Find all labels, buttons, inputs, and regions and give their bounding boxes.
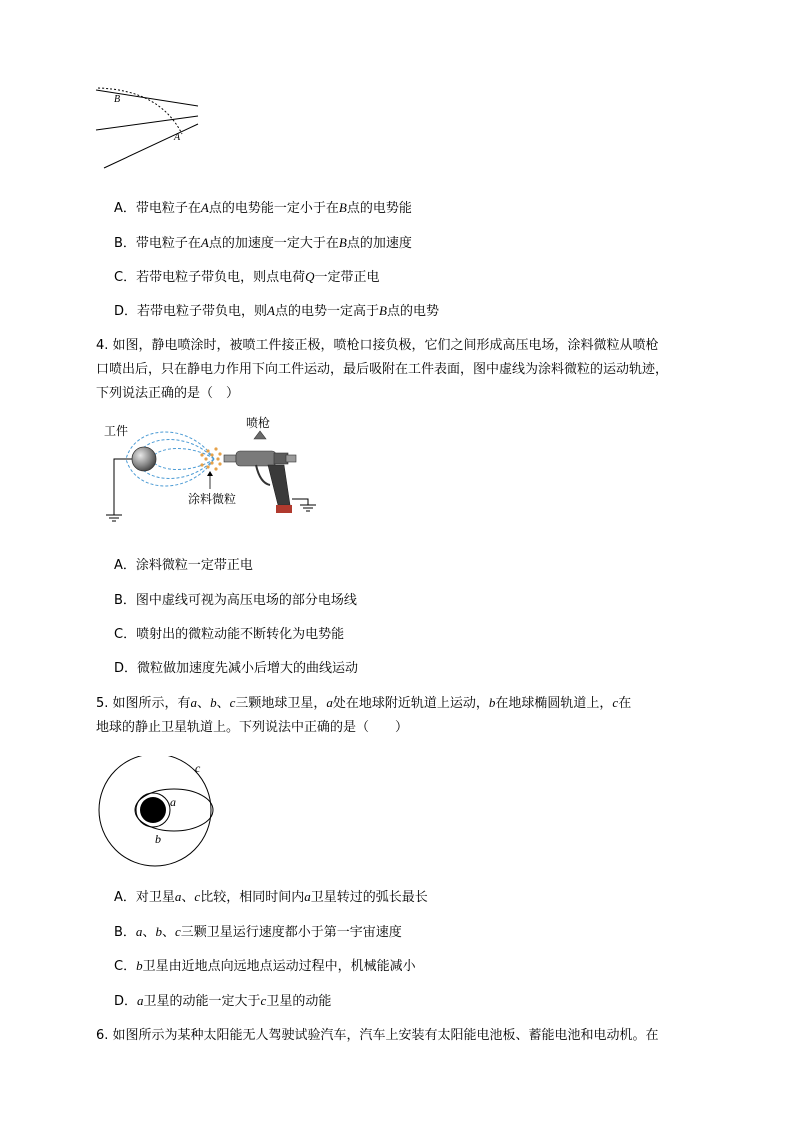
- q5-stem-text2: 三颗地球卫星，: [235, 696, 327, 711]
- q5-option-a-sym3: a: [304, 889, 311, 904]
- q5-option-d-sym2: c: [260, 993, 267, 1008]
- q5-option-a-sym2: c: [194, 889, 201, 904]
- spray-gun-label: 喷枪: [246, 416, 271, 430]
- q4-option-a: A．涂料微粒一定带正电: [114, 558, 253, 573]
- q5-option-c: [114, 955, 416, 974]
- paint-particles-label: 涂料微粒: [188, 492, 237, 506]
- q5-option-a-sym1: a: [174, 889, 182, 904]
- q3-option-b-symbol1: A: [200, 235, 209, 250]
- q5-option-c-text1: C．: [114, 959, 137, 974]
- point-B-label: B: [114, 94, 121, 105]
- q5-option-d-text2: 卫星的动能一定大于: [143, 994, 261, 1009]
- q3-option-b: [114, 232, 412, 251]
- q5-option-d-sym1: a: [137, 993, 144, 1008]
- q3-option-a-text1: A．带电粒子在: [114, 201, 201, 216]
- q5-option-a-text3: 卫星转过的弧长最长: [310, 890, 428, 905]
- q5-option-b-text2: 三颗卫星运行速度都小于第一宇宙速度: [180, 925, 402, 940]
- q5-stem-sym-b: b: [210, 695, 217, 710]
- q5-stem-sym-b2: b: [488, 695, 496, 710]
- workpiece-ground-wire: [114, 459, 134, 515]
- q5-option-b-text1: B．: [114, 925, 136, 940]
- q5-stem-sym-a2: a: [326, 695, 333, 710]
- q6-stem-line1: 6. 如图所示为某种太阳能无人驾驶试验汽车，汽车上安装有太阳能电池板、蓄能电池和电动机。在: [96, 1028, 659, 1043]
- q5-stem-sep2: 、: [216, 696, 230, 711]
- earth: [140, 797, 166, 823]
- q4-option-c: C．喷射出的微粒动能不断转化为电势能: [114, 627, 345, 642]
- q5-option-a-sep: 、: [181, 890, 195, 905]
- particles-pointer-arrow: [207, 471, 213, 476]
- q3-option-a: [114, 197, 412, 216]
- q5-option-d-text1: D．: [114, 994, 138, 1009]
- q3-option-d-symbol1: A: [267, 303, 275, 318]
- q5-option-b-sym3: c: [174, 924, 181, 939]
- q5-stem-text4: 在地球椭圆轨道上，: [495, 696, 613, 711]
- q5-option-b: [114, 921, 402, 940]
- q3-option-c: [114, 266, 379, 285]
- q3-option-d: [114, 300, 439, 319]
- q5-stem-text1: 5. 如图所示，有: [96, 696, 191, 711]
- q3-option-d-symbol2: B: [378, 303, 387, 318]
- q3-option-c-symbol: Q: [305, 269, 315, 284]
- q3-option-a-text3: 点的电势能: [346, 201, 412, 216]
- q3-option-a-text2: 点的电势能一定小于在: [208, 201, 339, 216]
- q3-option-b-text2: 点的加速度一定大于在: [208, 236, 339, 251]
- gun-ground-wire: [292, 499, 308, 505]
- q5-option-a: [114, 886, 428, 905]
- workpiece-sphere: [132, 447, 156, 471]
- q5-option-d-text3: 卫星的动能: [266, 994, 332, 1009]
- q4-stem-line3: 下列说法正确的是（ ）: [96, 386, 240, 401]
- q3-option-a-symbol1: A: [200, 200, 209, 215]
- field-line-middle: [96, 116, 198, 130]
- q5-option-d: [114, 990, 331, 1009]
- q4-stem-line2: 口喷出后，只在静电力作用下向工件运动，最后吸附在工件表面，图中虚线为涂料微粒的运动轨迹，: [96, 362, 669, 377]
- q3-option-b-text3: 点的加速度: [346, 236, 412, 251]
- q4-option-b: B．图中虚线可视为高压电场的部分电场线: [114, 593, 357, 608]
- point-A-label: A: [174, 132, 181, 143]
- q3-option-c-text1: C．若带电粒子带负电，则点电荷: [114, 270, 306, 285]
- q5-stem-sym-a: a: [190, 695, 198, 710]
- field-line-upper: [96, 90, 198, 106]
- orbit-a-label: a: [170, 795, 176, 809]
- paint-particles: [200, 447, 221, 470]
- q3-option-b-text1: B．带电粒子在: [114, 236, 201, 251]
- q3-option-b-symbol2: B: [338, 235, 347, 250]
- orbit-figure: [92, 756, 222, 868]
- q5-option-a-text2: 比较，相同时间内: [200, 890, 305, 905]
- workpiece-label: 工件: [104, 424, 129, 438]
- field-line-lower: [104, 124, 198, 168]
- particle-trajectory: [98, 88, 182, 134]
- q5-option-b-sym1: a: [135, 924, 143, 939]
- q5-option-a-text1: A．对卫星: [114, 890, 175, 905]
- q5-option-b-sep1: 、: [142, 925, 156, 940]
- q3-option-d-text2: 点的电势一定高于: [274, 304, 379, 319]
- q5-stem-line1: [96, 692, 631, 711]
- q5-stem-sym-c2: c: [612, 695, 619, 710]
- orbit-b-label: b: [155, 832, 161, 846]
- orbit-c-label: c: [195, 761, 201, 775]
- q3-option-c-text2: 一定带正电: [314, 270, 380, 285]
- field-line-figure: [90, 82, 205, 172]
- q5-stem-line2: 地球的静止卫星轨道上。下列说法中正确的是（ ）: [96, 720, 409, 735]
- q5-stem-sep1: 、: [197, 696, 211, 711]
- q5-stem-text5: 在: [618, 696, 632, 711]
- spray-painting-figure: [96, 415, 326, 530]
- q5-stem-text3: 处在地球附近轨道上运动，: [332, 696, 489, 711]
- q5-option-b-sep2: 、: [161, 925, 175, 940]
- q5-option-b-sym2: b: [155, 924, 162, 939]
- q5-stem-sym-c: c: [229, 695, 236, 710]
- q5-option-c-sym: b: [136, 958, 143, 973]
- q4-option-d: D．微粒做加速度先减小后增大的曲线运动: [114, 661, 359, 676]
- q5-option-c-text2: 卫星由近地点向远地点运动过程中，机械能减小: [142, 959, 416, 974]
- q3-option-d-text1: D．若带电粒子带负电，则: [114, 304, 268, 319]
- q3-option-d-text3: 点的电势: [386, 304, 439, 319]
- q3-option-a-symbol2: B: [338, 200, 347, 215]
- q4-stem-line1: 4. 如图，静电喷涂时，被喷工件接正极，喷枪口接负极，它们之间形成高压电场，涂料微粒从喷枪: [96, 338, 659, 353]
